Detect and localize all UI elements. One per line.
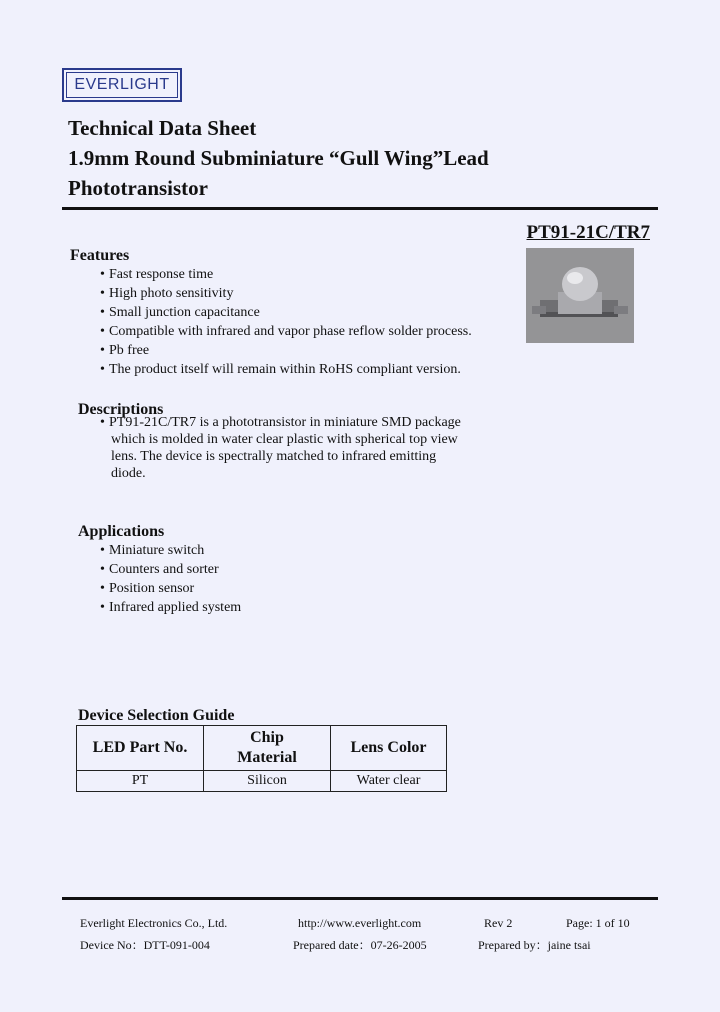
- list-item: • Position sensor: [100, 579, 241, 598]
- column-header-part-no: LED Part No.: [77, 726, 204, 771]
- selection-guide-heading: Device Selection Guide: [78, 707, 235, 724]
- document-title: [68, 113, 489, 203]
- header-divider: [62, 207, 658, 210]
- title-line-3: Phototransistor: [68, 176, 208, 200]
- table-header-row: [77, 726, 447, 771]
- list-item: • Miniature switch: [100, 541, 241, 560]
- description-text: [100, 414, 490, 482]
- product-photo: [526, 248, 634, 343]
- list-item: • The product itself will remain within RoHS compliant version.: [100, 360, 472, 379]
- table-cell-lens-color: Water clear: [331, 771, 447, 792]
- column-header-chip-material: Chip Material: [204, 726, 331, 771]
- table-cell-chip-material: Silicon: [204, 771, 331, 792]
- device-selection-table: [76, 725, 447, 792]
- table-row: [77, 771, 447, 792]
- column-header-lens-color: Lens Color: [331, 726, 447, 771]
- title-line-2: 1.9mm Round Subminiature “Gull Wing”Lead: [68, 146, 489, 170]
- description-line-4: diode.: [111, 466, 146, 481]
- features-heading: Features: [70, 247, 130, 264]
- footer-prepared-by: Prepared by：jaine tsai: [478, 938, 591, 952]
- list-item: • Pb free: [100, 341, 472, 360]
- applications-list: [100, 541, 241, 617]
- title-line-1: Technical Data Sheet: [68, 116, 257, 140]
- phototransistor-image: [526, 248, 634, 343]
- logo-text: EVERLIGHT: [66, 72, 178, 98]
- table-cell-part-no: PT: [77, 771, 204, 792]
- footer-url[interactable]: http://www.everlight.com: [298, 916, 422, 930]
- applications-heading: Applications: [78, 523, 165, 540]
- footer-rev: Rev 2: [484, 916, 513, 930]
- footer-divider: [62, 897, 658, 900]
- footer-prepared-date: Prepared date：07-26-2005: [293, 938, 427, 952]
- everlight-logo: [62, 68, 182, 102]
- list-item: • Small junction capacitance: [100, 303, 472, 322]
- list-item: • Counters and sorter: [100, 560, 241, 579]
- part-number: PT91-21C/TR7: [526, 222, 650, 243]
- descriptions-heading: Descriptions: [78, 401, 164, 418]
- features-list: [100, 265, 472, 379]
- list-item: • Compatible with infrared and vapor phase reflow solder process.: [100, 322, 472, 341]
- footer-device-no: Device No：DTT-091-004: [80, 938, 210, 952]
- list-item: • Infrared applied system: [100, 598, 241, 617]
- description-line-2: which is molded in water clear plastic with spherical top view: [111, 432, 458, 447]
- description-line-1: • PT91-21C/TR7 is a phototransistor in miniature SMD package: [100, 415, 461, 430]
- list-item: • High photo sensitivity: [100, 284, 472, 303]
- description-line-3: lens. The device is spectrally matched to infrared emitting: [111, 449, 437, 464]
- footer-page: Page: 1 of 10: [566, 916, 630, 930]
- list-item: • Fast response time: [100, 265, 472, 284]
- footer-company: Everlight Electronics Co., Ltd.: [80, 916, 228, 930]
